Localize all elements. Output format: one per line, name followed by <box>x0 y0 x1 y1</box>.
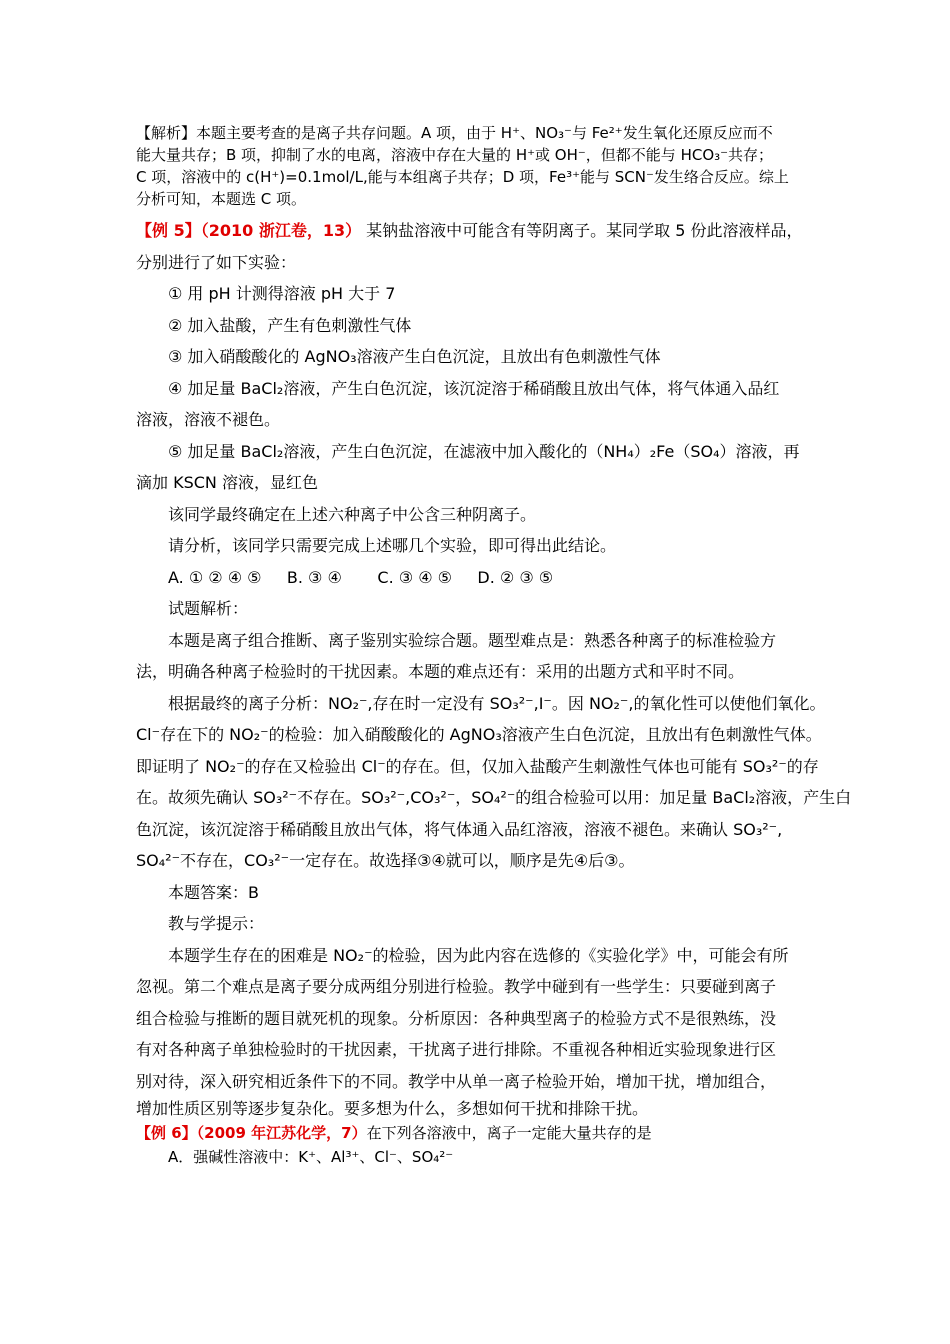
experiment-item: ③ 加入硝酸酸化的 AgNO₃溶液产生白色沉淀，且放出有色刺激性气体 <box>168 347 661 366</box>
experiment-item: ④ 加足量 BaCl₂溶液，产生白色沉淀，该沉淀溶于稀硝酸且放出气体，将气体通入品红 <box>168 378 780 398</box>
example-5-options: A. ① ② ④ ⑤ B. ③ ④ C. ③ ④ ⑤ D. ② ③ ⑤ <box>168 567 554 587</box>
tips-title: 教与学提示： <box>168 914 265 933</box>
experiment-item: ⑤ 加足量 BaCl₂溶液，产生白色沉淀，在滤液中加入酸化的（NH₄）₂Fe（SO₄）溶液，再 <box>168 441 800 461</box>
tips-line: 有对各种离子单独检验时的干扰因素，干扰离子进行排除。不重视各种相近实验现象进行区 <box>136 1040 777 1059</box>
tips-line: 增加性质区别等逐步复杂化。要多想为什么，多想如何干扰和排除干扰。 <box>136 1099 649 1118</box>
tips-line: 组合检验与推断的题目就死机的现象。分析原因：各种典型离子的检验方式不是很熟练，没 <box>136 1008 777 1028</box>
analysis-line: 即证明了 NO₂⁻的存在又检验出 Cl⁻的存在。但，仅加入盐酸产生刺激性气体也可能有 SO₃²⁻的存 <box>136 756 819 776</box>
intro-analysis <box>136 122 816 210</box>
intro-line: 分析可知，本题选 C 项。 <box>136 190 307 208</box>
analysis-line: 本题是离子组合推断、离子鉴别实验综合题。题型难点是：熟悉各种离子的标准检验方 <box>168 630 777 650</box>
example-5 <box>136 215 852 1121</box>
analysis-line: SO₄²⁻不存在，CO₃²⁻一定存在。故选择③④就可以，顺序是先④后③。 <box>136 851 635 870</box>
intro-line: C 项，溶液中的 c(H⁺)=0.1mol/L,能与本组离子共存；D 项，Fe³⁺能与 SCN⁻发生络合反应。综上 <box>136 168 789 186</box>
tips-line: 忽视。第二个难点是离子要分成两组分别进行检验。教学中碰到有一些学生：只要碰到离子 <box>136 977 777 996</box>
experiment-item-cont: 溶液，溶液不褪色。 <box>136 410 281 429</box>
analysis-title: 试题解析： <box>168 599 249 618</box>
example-5-stem-cont: 分别进行了如下实验： <box>136 252 297 272</box>
analysis-line: 色沉淀，该沉淀溶于稀硝酸且放出气体，将气体通入品红溶液，溶液不褪色。来确认 SO₃²⁻, <box>136 819 783 839</box>
example-6-option-a: A．强碱性溶液中：K⁺、Al³⁺、Cl⁻、SO₄²⁻ <box>168 1148 454 1166</box>
analysis-line: 根据最终的离子分析：NO₂⁻,存在时一定没有 SO₃²⁻,I⁻。因 NO₂⁻,的氧化性可以使他们氧化。 <box>168 693 826 713</box>
example-6 <box>136 1121 816 1169</box>
analysis-line: 法，明确各种离子检验时的干扰因素。本题的难点还有：采用的出题方式和平时不同。 <box>136 662 745 681</box>
example-5-question: 请分析，该同学只需要完成上述哪几个实验，即可得出此结论。 <box>168 536 617 555</box>
analysis-line: Cl⁻存在下的 NO₂⁻的检验：加入硝酸酸化的 AgNO₃溶液产生白色沉淀，且放出有色刺激性气体。 <box>136 725 822 744</box>
example-6-heading <box>136 1121 816 1145</box>
experiment-item-cont: 滴加 KSCN 溶液，显红色 <box>136 473 318 492</box>
example-6-tag: 【例 6】 <box>136 1124 197 1142</box>
example-5-stem: 某钠盐溶液中可能含有等阴离子。某同学取 5 份此溶液样品， <box>361 221 803 240</box>
example-5-tag: 【例 5】 <box>136 221 201 240</box>
experiment-item: ① 用 pH 计测得溶液 pH 大于 7 <box>168 284 396 303</box>
experiment-item: ② 加入盐酸，产生有色刺激性气体 <box>168 315 412 335</box>
example-5-heading <box>136 215 816 247</box>
intro-line: 【解析】本题主要考查的是离子共存问题。A 项，由于 H⁺、NO₃⁻与 Fe²⁺发生氧化还原反应而不 <box>136 124 773 142</box>
answer-line: 本题答案：B <box>168 882 259 902</box>
example-6-stem: 在下列各溶液中，离子一定能大量共存的是 <box>366 1124 652 1142</box>
document-body <box>136 122 852 1169</box>
analysis-line: 在。故须先确认 SO₃²⁻不存在。SO₃²⁻,CO₃²⁻，SO₄²⁻的组合检验可以用：加足量 BaCl₂溶液，产生白 <box>136 788 852 807</box>
tips-line: 别对待，深入研究相近条件下的不同。教学中从单一离子检验开始，增加干扰，增加组合， <box>136 1071 777 1091</box>
example-5-source: （2010 浙江卷，13） <box>200 221 362 240</box>
tips-line: 本题学生存在的困难是 NO₂⁻的检验，因为此内容在选修的《实验化学》中，可能会有所 <box>168 945 789 965</box>
example-6-source: （2009 年江苏化学，7） <box>196 1124 367 1142</box>
example-5-conclusion: 该同学最终确定在上述六种离子中公含三种阴离子。 <box>168 504 537 524</box>
intro-line: 能大量共存；B 项，抑制了水的电离，溶液中存在大量的 H⁺或 OH⁻，但都不能与 HCO₃⁻共存； <box>136 146 774 164</box>
